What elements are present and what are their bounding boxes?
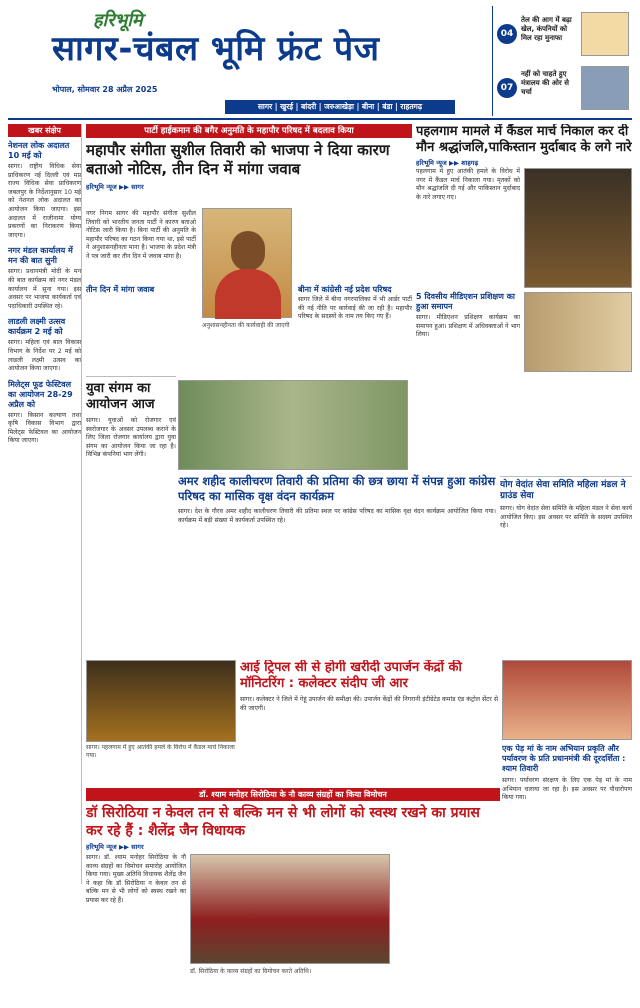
congress-story [178,474,496,654]
teaser-text: नहीं को चाहते हुए मंत्रालय की ओर से चर्चा [521,70,569,96]
lead-subhead: तीन दिन में मांगा जवाब [86,285,155,294]
itrap-story [240,660,498,782]
brief-item [8,380,81,446]
lead-side-headline: बीना में कांग्रेसी नई प्रदेश परिषद [298,285,392,294]
youth-body: सागर। युवाओं को रोजगार एवं स्वरोजगार के अवसर उपलब्ध कराने के लिए जिला रोजगार कार्यालय द्वारा युवा संगम का आयोजन किया जा रहा है। विभिन्न कंपनियां भाग लेंगी। [86,417,176,459]
lead-kicker: पार्टी हाईकमान की बगैर अनुमति के महापौर परिषद में बदलाव किया [86,124,412,138]
teaser-item[interactable] [497,64,631,114]
teaser-number: 04 [497,24,517,44]
itrap-body: सागर। कलेक्टर ने जिले में गेहूं उपार्जन की समीक्षा की। उपार्जन केंद्रों की निगरानी इंटीग्रेटेड कमांड एंड कंट्रोल सेंटर से की जाएगी। [240,696,498,712]
pahalgam-story [416,124,632,474]
yoga-headline: योग वेदांत सेवा समिति महिला मंडल ने ग्राउंड सेवा [500,480,626,501]
teaser-box [492,6,632,116]
teaser-text: तेल की आग में बढ़ा खेल, कंपनियों को मिल रहा मुनाफा [521,16,572,42]
ekpad-story [502,744,632,884]
brand-logo: हरिभूमि [93,10,143,31]
pahalgam-headline: पहलगाम मामले में कैंडल मार्च निकाल कर दी मौन श्रद्धांजलि,पाकिस्तान मुर्दाबाद के लगे नारे [416,124,632,155]
candle-march-photo [86,660,236,742]
news-brief-sidebar [8,124,82,884]
masthead-rule [8,118,632,120]
ekpad-body: सागर। पर्यावरण संरक्षण के लिए एक पेड़ मां के नाम अभियान चलाया जा रहा है। इस अवसर पर पौधारोपण किया गया। [502,777,632,802]
brief-item [8,317,81,373]
youth-headline: युवा संगम का आयोजन आज [86,381,155,412]
lead-body: नगर निगम सागर की महापौर संगीता सुशील तिवारी को भारतीय जनता पार्टी ने कारण बताओ नोटिस जारी किया है। बिना पार्टी की अनुमति के महापौर परिषद का गठन किया गया था, इसे पार्टी ने अनुशासनहीनता माना है। भाजपा के प्रदेश मंत्री ने पत्र जारी कर तीन दिन में जवाब मांगा है। [86,210,196,260]
brief-body: सागर। किसान कल्याण तथा कृषि विकास विभाग द्वारा मिलेट्स फेस्टिवल का आयोजन किया जाएगा। [8,411,81,445]
sirothia-headline: डॉ सिरोठिया न केवल तन से बल्कि मन से भी लोगों को स्वस्थ रखने का प्रयास कर रहे हैं : शैलेंद्र जैन विधायक [86,805,480,839]
brief-title: नेशनल लोक अदालत 10 मई को [8,141,70,160]
brief-title: लाडली लक्ष्मी उत्सव कार्यक्रम 2 मई को [8,317,66,337]
lead-side-body: सागर जिले में बीना नगरपालिका में भी आर्डर पार्टी की नई नीति पर कार्रवाई की जा रही है। महापौर परिषद के सदस्यों के नाम तय किए गए हैं। [298,296,412,321]
brief-title: नगर मंडल कार्यालय में मन की बात सुनी [8,246,73,266]
brief-item [8,246,81,311]
dateline: भोपाल, सोमवार 28 अप्रैल 2025 [52,85,158,94]
congress-headline: अमर शहीद कालीचरण तिवारी की प्रतिमा की छत्र छाया में संपन्न हुआ कांग्रेस परिषद का मासिक वृक्ष वंदन कार्यक्रम [178,474,496,503]
candle-march-photo [524,168,632,288]
city-bar: सागर | खुरई | बांदरी | जरुआखेड़ा | बीना | बंडा | राहतगढ़ [225,100,455,114]
ekpad-headline: एक पेड़ मां के नाम अभियान प्रकृति और पर्यावरण के प्रति प्रधानमंत्री की दूरदर्शिता : श्याम तिवारी [502,744,626,773]
ceremony-photo [524,292,632,372]
teaser-photo [581,66,629,110]
sirothia-byline: हरिभूमि न्यूज ▶▶ सागर [86,843,144,851]
pahalgam-byline: हरिभूमि न्यूज ▶▶ शाहगढ़ [416,159,479,167]
youth-photo [178,380,408,470]
sirothia-kicker: डॉ. श्याम मनोहर सिरोठिया के नौ काव्य संग्रहों का किया विमोचन [86,788,500,801]
mayor-photo [202,208,292,318]
mediation-headline: 5 दिवसीय मीडिएशन प्रशिक्षण का हुआ समापन [416,292,515,311]
sidebar-header: खबर संक्षेप [8,124,81,137]
congress-body: सागर। देश के गौरव अमर शहीद कालीचरण तिवारी की प्रतिमा स्थल पर कांग्रेस परिषद का मासिक वृक्ष वंदन कार्यक्रम आयोजित किया गया। कार्यक्रम में बड़ी संख्या में कार्यकर्ता उपस्थित रहे। [178,508,496,524]
lead-headline: महापौर संगीता सुशील तिवारी को भाजपा ने दिया कारण बताओ नोटिस, तीन दिन में मांगा जवाब [86,141,390,178]
lead-story [86,124,412,374]
person-silhouette-icon [215,269,281,319]
brief-item [8,141,81,240]
teaser-item[interactable] [497,10,631,60]
person-silhouette-icon [231,231,265,271]
brief-body: सागर। राष्ट्रीय विधिक सेवा प्राधिकरण नई दिल्ली एवं मप्र राज्य विधिक सेवा प्राधिकरण जबलपुर के निर्देशानुसार 10 मई को नेशनल लोक अदालत का आयोजन किया जाएगा। इस अदालत में राजीनामा योग्य प्रकरणों का निराकरण किया जाएगा। [8,163,81,239]
yoga-body: सागर। योग वेदांत सेवा समिति के महिला मंडल ने सेवा कार्य आयोजित किए। इस अवसर पर समिति के सदस्य उपस्थित रहे। [500,505,632,530]
plantation-photo [502,660,632,740]
book-launch-photo [190,854,390,964]
sirothia-photo-caption: डॉ. सिरोठिया के काव्य संग्रहों का विमोचन करते अतिथि। [190,968,312,975]
page-title: सागर-चंबल भूमि फ्रंट पेज [52,29,380,69]
pahalgam-body: पहलगाम में हुए आतंकी हमले के विरोध में नगर में कैंडल मार्च निकाला गया। मृतकों को मौन श्रद्धांजलि दी गई और पाकिस्तान मुर्दाबाद के नारे लगाए गए। [416,168,520,201]
itrap-caption-block [86,744,236,780]
yoga-story [500,476,632,656]
teaser-number: 07 [497,78,517,98]
itrap-headline: आई ट्रिपल सी से होगी खरीदी उपार्जन केंद्रों की मॉनिटरिंग : कलेक्टर संदीप जी आर [240,660,462,691]
lead-photo-caption: अनुशासनहीनता की कार्यवाही की जाएगी [202,322,290,329]
brief-title: मिलेट्स फूड फेस्टिवल का आयोजन 28-29 अप्रैल को [8,379,73,409]
sirothia-story [86,788,500,1000]
lead-byline: हरिभूमि न्यूज ▶▶ सागर [86,183,144,191]
sirothia-body: सागर। डॉ. श्याम मनोहर सिरोठिया के नौ काव्य संग्रहों का विमोचन समारोह आयोजित किया गया। मुख्य अतिथि विधायक शैलेंद्र जैन ने कहा कि डॉ सिरोठिया न केवल तन से बल्कि मन से भी लोगों को स्वस्थ रखने का प्रयास कर रहे हैं। [86,854,186,904]
teaser-photo [581,12,629,56]
youth-story [86,376,176,656]
itrap-photo-caption: सागर। पहलगाम में हुए आतंकी हमले के विरोध में कैंडल मार्च निकाला गया। [86,744,235,759]
brief-body: सागर। महिला एवं बाल विकास विभाग के निर्देश पर 2 मई को लाडली लक्ष्मी उत्सव का आयोजन किया जाएगा। [8,339,81,373]
mediation-body: सागर। मीडिएशन प्रशिक्षण कार्यक्रम का समापन हुआ। प्रशिक्षण में अधिवक्ताओं ने भाग लिया। [416,314,520,339]
masthead [0,0,640,122]
brief-body: सागर। प्रधानमंत्री मोदी के मन की बात कार्यक्रम को नगर मंडल कार्यालय में सुना गया। इस अवसर पर भाजपा कार्यकर्ता एवं पदाधिकारी उपस्थित रहे। [8,268,81,310]
